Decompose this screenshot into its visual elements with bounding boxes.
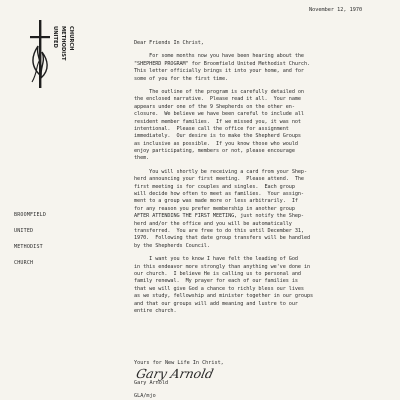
paragraph-line: family renewal. My prayer for each of our families is xyxy=(134,278,298,285)
paragraph-line: them. xyxy=(134,155,150,162)
paragraph-line: in this endeavor more strongly than anything we've done in xyxy=(134,263,311,270)
paragraph-gap xyxy=(134,315,396,321)
church-name-block xyxy=(14,207,94,271)
paragraph-line: "SHEPHERD PROGRAM" for Broomfield United Methodist Church. xyxy=(134,60,311,67)
paragraphs xyxy=(134,53,396,321)
paragraph-line: by the Shepherds Council. xyxy=(134,242,210,249)
paragraph-line: and that our groups will add meaning and lustre to our xyxy=(134,300,298,307)
paragraph-line: our church. I believe He is calling us to personal and xyxy=(134,270,301,277)
letter-body xyxy=(134,40,396,321)
paragraph-line: intentional. Please call the office for assignment xyxy=(134,125,289,132)
paragraph-line: entire church. xyxy=(134,307,177,314)
signer-name: Gary Arnold xyxy=(134,380,169,386)
paragraph-line: appears under one of the 9 Shepherds on the other en- xyxy=(134,103,295,110)
paragraph-line: that we will give God a chance to richly bless our lives xyxy=(134,285,304,292)
church-line: METHODIST xyxy=(14,244,43,250)
paragraph-line: enjoy participating, members or not, please encourage xyxy=(134,148,295,155)
church-line: CHURCH xyxy=(14,260,34,266)
paragraph-line: You will shortly be receiving a card from your Shep- xyxy=(134,168,307,175)
signature-script: Gary Arnold xyxy=(136,366,215,381)
paragraph-line: resident member families. If we missed you, it was not xyxy=(134,118,301,125)
paragraph-line: I want you to know I have felt the leading of God xyxy=(134,256,298,263)
paragraph-line: first meeting is for couples and singles. Each group xyxy=(134,183,295,190)
reference-initials: GLA/mjo xyxy=(134,393,156,399)
paragraph-line: 1970. Following that date group transfers will be handled xyxy=(134,235,311,242)
letter-date: November 12, 1970 xyxy=(309,7,363,13)
paragraph-line: herd and/or the office and you will be automatically xyxy=(134,220,292,227)
body-paragraph xyxy=(134,89,396,163)
cross-and-flame-icon xyxy=(28,16,84,126)
paragraph-line: For some months now you have been hearing about the xyxy=(134,53,304,60)
logo-methodist-text: METHODIST xyxy=(60,26,66,61)
body-paragraph xyxy=(134,169,396,250)
church-line: BROOMFIELD xyxy=(14,212,47,218)
church-logo xyxy=(28,16,84,126)
paragraph-line: This letter officially brings it into your home, and for xyxy=(134,68,304,75)
paragraph-line: ment to a group was made more or less arbitrarily. If xyxy=(134,198,298,205)
church-line: UNITED xyxy=(14,228,34,234)
closing: Yours for New Life In Christ, xyxy=(134,360,224,366)
paragraph-line: as we study, fellowship and minister together in our groups xyxy=(134,293,314,300)
paragraph-line: as inclusive as possible. If you know those who would xyxy=(134,140,298,147)
body-paragraph xyxy=(134,256,396,315)
paragraph-line: some of you for the first time. xyxy=(134,75,229,82)
logo-church-text: CHURCH xyxy=(68,26,74,51)
paragraph-line: closure. We believe we have been careful to include all xyxy=(134,111,304,118)
paragraph-line: AFTER ATTENDING THE FIRST MEETING, just notify the Shep- xyxy=(134,213,304,220)
paragraph-line: immediately. Our desire is to make the Shepherd Groups xyxy=(134,133,301,140)
salutation: Dear Friends In Christ, xyxy=(134,40,204,46)
paragraph-line: for any reason you prefer membership in another group xyxy=(134,205,295,212)
body-paragraph xyxy=(134,53,396,83)
paragraph-line: will decide how often to meet as families. Your assign- xyxy=(134,191,304,198)
paragraph-line: the enclosed narrative. Please read it all. Your name xyxy=(134,96,301,103)
logo-united-text: UNITED xyxy=(52,26,58,48)
paragraph-line: herd announcing your first meeting. Please attend. The xyxy=(134,176,304,183)
paragraph-line: transferred. You are free to do this until December 31, xyxy=(134,228,304,234)
paragraph-line: The outline of the program is carefully detailed on xyxy=(134,88,304,95)
